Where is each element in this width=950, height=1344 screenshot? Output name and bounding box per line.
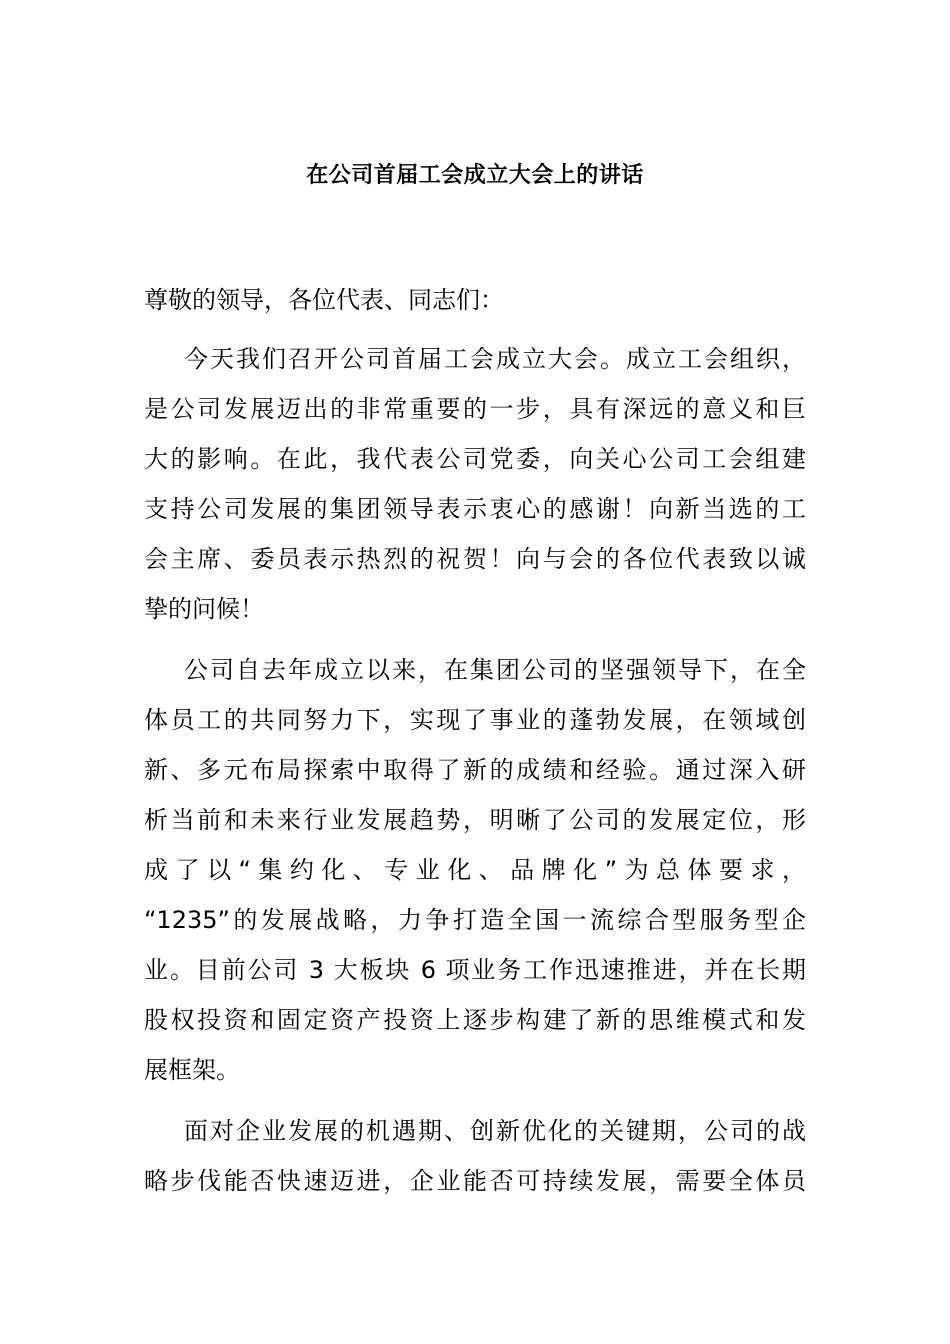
paragraph-line: 今天我们召开公司首届工会成立大会。成立工会组织， — [184, 345, 806, 373]
paragraph-3 — [144, 1106, 806, 1206]
paragraph-line: 析当前和未来行业发展趋势，明晰了公司的发展定位，形 — [144, 806, 806, 834]
paragraph-2 — [144, 645, 806, 1095]
paragraph-line: 体员工的共同努力下，实现了事业的蓬勃发展，在领域创 — [144, 706, 806, 734]
paragraph-line: 公司自去年成立以来，在集团公司的坚强领导下，在全 — [184, 656, 806, 684]
paragraph-line: “1235”的发展战略，力争打造全国一流综合型服务型企 — [144, 906, 806, 934]
salutation: 尊敬的领导，各位代表、同志们： — [144, 286, 504, 314]
paragraph-line: 股权投资和固定资产投资上逐步构建了新的思维模式和发 — [144, 1006, 806, 1034]
paragraph-line: 展框架。 — [144, 1056, 240, 1084]
paragraph-line: 略步伐能否快速迈进，企业能否可持续发展，需要全体员 — [144, 1167, 806, 1195]
page-title: 在公司首届工会成立大会上的讲话 — [306, 163, 644, 188]
paragraph-1 — [144, 334, 806, 634]
paragraph-line: 面对企业发展的机遇期、创新优化的关键期，公司的战 — [184, 1117, 806, 1145]
paragraph-line: 支持公司发展的集团领导表示衷心的感谢！向新当选的工 — [144, 495, 806, 523]
paragraph-line: 挚的问候！ — [144, 595, 264, 623]
paragraph-line: 是公司发展迈出的非常重要的一步，具有深远的意义和巨 — [144, 395, 806, 423]
paragraph-line: 会主席、委员表示热烈的祝贺！向与会的各位代表致以诚 — [144, 545, 806, 573]
paragraph-line: 成了以“集约化、专业化、品牌化”为总体要求， — [144, 856, 806, 884]
paragraph-line: 新、多元布局探索中取得了新的成绩和经验。通过深入研 — [144, 756, 806, 784]
paragraph-line: 大的影响。在此，我代表公司党委，向关心公司工会组建 — [144, 445, 806, 473]
paragraph-line: 业。目前公司 3 大板块 6 项业务工作迅速推进，并在长期 — [144, 956, 806, 984]
